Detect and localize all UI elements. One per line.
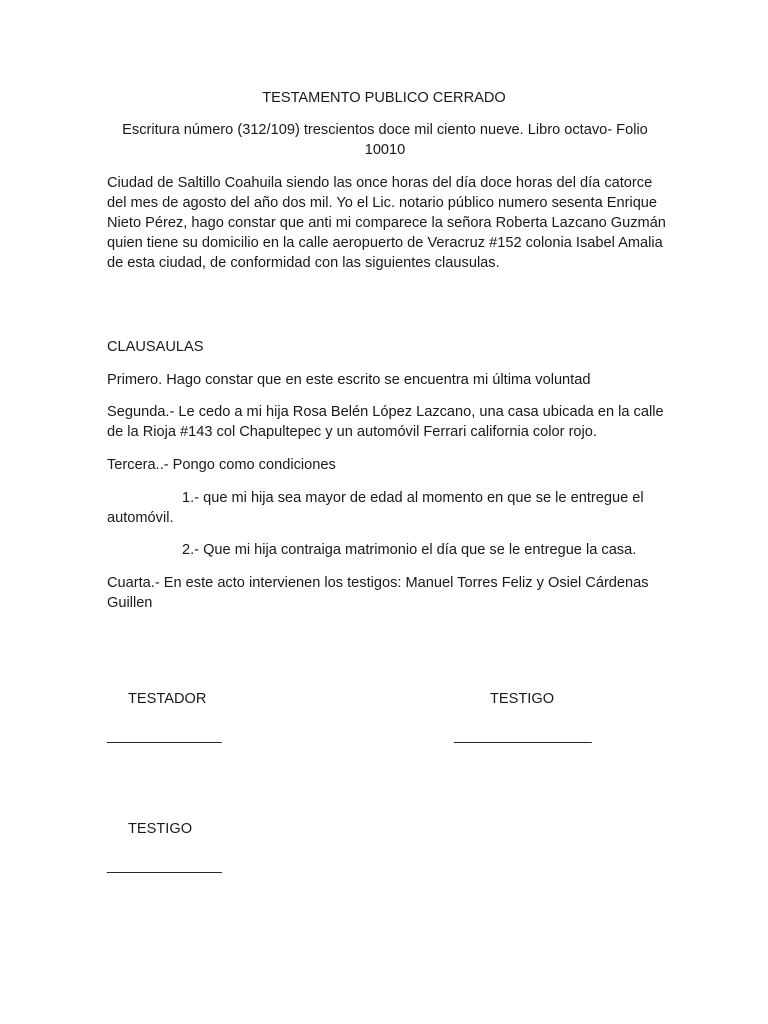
deed-reference: Escritura número (312/109) trescientos doce mil ciento nueve. Libro octavo- Folio 10010 — [122, 122, 648, 158]
witness-one-signature-line: __________________ — [454, 728, 592, 744]
condition-two: 2.- Que mi hija contraiga matrimonio el día que se le entregue la casa. — [182, 542, 637, 558]
witness-two-signature-line: _______________ — [107, 858, 222, 874]
intro-paragraph: Ciudad de Saltillo Coahuila siendo las once horas del día doce horas del día catorce del mes de agosto del año dos mil. Yo el Lic. notario público numero sesenta Enrique Nieto Pérez, hago constar que anti mi comparece la señora Roberta Lazcano Guzmán quien tiene su domicilio en la calle aeropuerto de Veracruz #152 colonia Isabel Amalia de esta ciudad, de conformidad con las siguientes clausulas. — [107, 175, 666, 271]
clause-first: Primero. Hago constar que en este escrito se encuentra mi última voluntad — [107, 372, 591, 388]
witness-one-signature-label: TESTIGO — [490, 691, 555, 707]
clause-second: Segunda.- Le cedo a mi hija Rosa Belén López Lazcano, una casa ubicada en la calle de la Rioja #143 col Chapultepec y un automóvil Ferrari california color rojo. — [107, 404, 664, 440]
document-title: TESTAMENTO PUBLICO CERRADO — [262, 90, 506, 106]
witness-two-signature-label: TESTIGO — [128, 821, 193, 837]
condition-one: 1.- que mi hija sea mayor de edad al momento en que se le entregue el automóvil. — [107, 490, 644, 526]
clause-fourth: Cuarta.- En este acto intervienen los testigos: Manuel Torres Feliz y Osiel Cárdenas Guillen — [107, 575, 649, 611]
testator-signature-line: _______________ — [107, 728, 222, 744]
testator-signature-label: TESTADOR — [128, 691, 207, 707]
clause-third: Tercera..- Pongo como condiciones — [107, 457, 336, 473]
clauses-heading: CLAUSAULAS — [107, 339, 204, 355]
